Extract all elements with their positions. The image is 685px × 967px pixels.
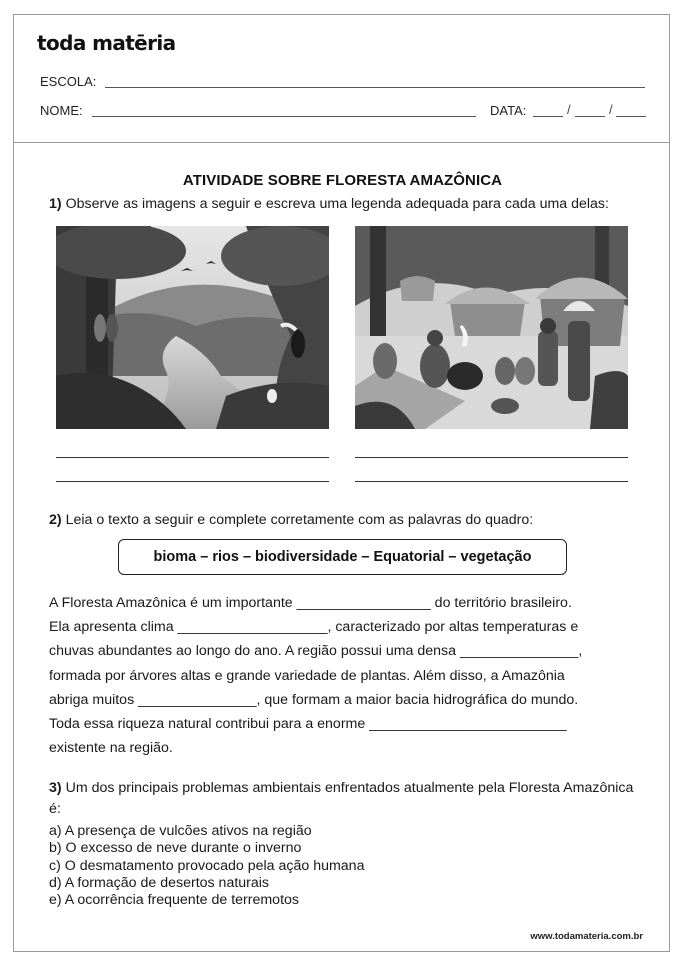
question-text: Observe as imagens a seguir e escreva uma legenda adequada para cada uma delas: [61,196,609,212]
option-d[interactable]: d) A formação de desertos naturais [49,874,270,891]
school-label: ESCOLA: [40,74,97,89]
rainforest-river-image [56,226,329,429]
paragraph-line: existente na região. [49,740,173,757]
caption-line-image-1[interactable] [56,481,329,482]
question-number: 1) [49,196,62,212]
option-c[interactable]: c) O desmatamento provocado pela ação humana [49,857,365,874]
footer-url: www.todamateria.com.br [530,931,643,942]
question-3-prompt [49,778,649,820]
name-field[interactable] [92,116,476,117]
date-year-field[interactable] [616,116,646,117]
question-text: Um dos principais problemas ambientais enfrentados atualmente pela Floresta Amazônica é: [49,780,634,817]
header-divider [13,142,670,143]
caption-line-image-2[interactable] [355,457,628,458]
logo: toda matēria [37,31,176,55]
option-b[interactable]: b) O excesso de neve durante o inverno [49,840,302,857]
question-2-prompt [49,512,533,528]
indigenous-village-image [355,226,628,429]
caption-line-image-2[interactable] [355,481,628,482]
caption-line-image-1[interactable] [56,457,329,458]
paragraph-line: Ela apresenta clima ___________________, caracterizado por altas temperaturas e [49,619,579,636]
page-title: ATIVIDADE SOBRE FLORESTA AMAZÔNICA [182,172,503,189]
fill-in-paragraph [49,591,649,760]
paragraph-line: Toda essa riqueza natural contribui para a enorme _________________________ [49,716,567,733]
question-text: Leia o texto a seguir e complete corretamente com as palavras do quadro: [61,512,534,528]
option-a[interactable]: a) A presença de vulcões ativos na região [49,823,312,839]
answer-options [49,823,364,909]
paragraph-line: formada por árvores altas e grande variedade de plantas. Além disso, a Amazônia [49,667,565,684]
date-label: DATA: [490,103,527,118]
date-separator: / [609,102,613,117]
option-e[interactable]: e) A ocorrência frequente de terremotos [49,892,299,909]
question-number: 3) [49,780,62,796]
date-month-field[interactable] [575,116,605,117]
date-day-field[interactable] [533,116,563,117]
paragraph-line: chuvas abundantes ao longo do ano. A região possui uma densa _______________, [49,643,583,660]
paragraph-line: A Floresta Amazônica é um importante _________________ do território brasileiro. [49,595,572,611]
school-field[interactable] [105,87,645,88]
name-label: NOME: [40,103,83,118]
word-bank-box: bioma – rios – biodiversidade – Equatorial – vegetação [118,539,567,575]
question-number: 2) [49,512,62,528]
paragraph-line: abriga muitos _______________, que formam a maior bacia hidrográfica do mundo. [49,691,579,708]
date-separator: / [567,102,571,117]
question-1-prompt [49,196,609,212]
